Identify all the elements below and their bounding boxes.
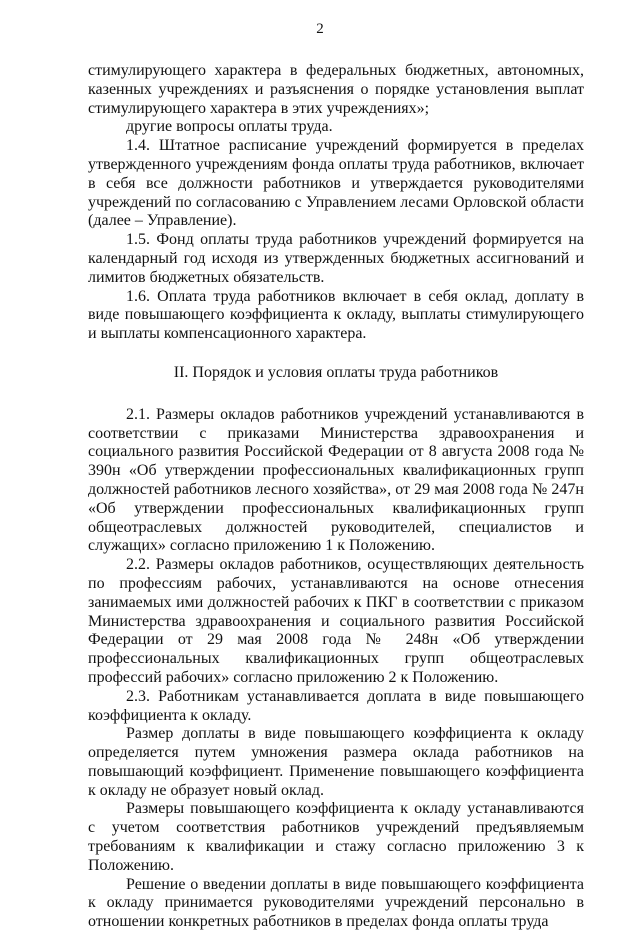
paragraph: другие вопросы оплаты труда.	[126, 118, 333, 136]
paragraph: 2.2. Размеры окладов работников, осуществляющих деятельность по профессиям рабочих, устанавливаются на основе отнесения занимаемых ими должностей рабочих к ПКГ в соответствии с приказом Министерства здравоохранения и социального развития Российской Федерации от 29 мая 2008 года № 248н «Об утверждении профессиональных квалификационных групп общеотраслевых профессий рабочих» согласно приложению 2 к Положению.	[88, 556, 584, 686]
paragraph: Решение о введении доплаты в виде повышающего коэффициента к окладу принимается руководителями учреждений персонально в отношении конкретных работников в пределах фонда оплаты труда	[88, 875, 584, 931]
section-heading: II. Порядок и условия оплаты труда работников	[173, 363, 499, 381]
page-number: 2	[316, 21, 324, 37]
paragraph: Размеры повышающего коэффициента к окладу устанавливаются с учетом соответствия работников учреждений предъявляемым требованиям к квалификации и стажу согласно приложению 3 к Положению.	[88, 800, 584, 874]
document-body	[88, 62, 584, 932]
paragraph: стимулирующего характера в федеральных бюджетных, автономных, казенных учреждениях и разъяснения о порядке установления выплат стимулирующего характера в этих учреждениях»;	[88, 62, 584, 117]
paragraph: Размер доплаты в виде повышающего коэффициента к окладу определяется путем умножения размера оклада работников на повышающий коэффициент. Применение повышающего коэффициента к окладу не образует новый оклад.	[88, 725, 584, 799]
paragraph: 1.6. Оплата труда работников включает в себя оклад, доплату в виде повышающего коэффициента к окладу, выплаты стимулирующего и выплаты компенсационного характера.	[88, 287, 584, 343]
paragraph: 1.5. Фонд оплаты труда работников учреждений формируется на календарный год исходя из утвержденных бюджетных ассигнований и лимитов бюджетных обязательств.	[88, 231, 584, 286]
paragraph: 2.1. Размеры окладов работников учреждений устанавливаются в соответствии с приказами Министерства здравоохранения и социального развития Российской Федерации от 8 августа 2008 года № 390н «Об утверждении профессиональных квалификационных групп должностей работников лесного хозяйства», от 29 мая 2008 года № 247н «Об утверждении профессиональных квалификационных групп общеотраслевых должностей руководителей, специалистов и служащих» согласно приложению 1 к Положению.	[88, 405, 584, 555]
paragraph: 1.4. Штатное расписание учреждений формируется в пределах утвержденного учреждениям фонда оплаты труда работников, включает в себя все должности работников и утверждается руководителями учреждений по согласованию с Управлением лесами Орловской области (далее – Управление).	[88, 137, 584, 230]
paragraph: 2.3. Работникам устанавливается доплата в виде повышающего коэффициента к окладу.	[88, 687, 584, 724]
